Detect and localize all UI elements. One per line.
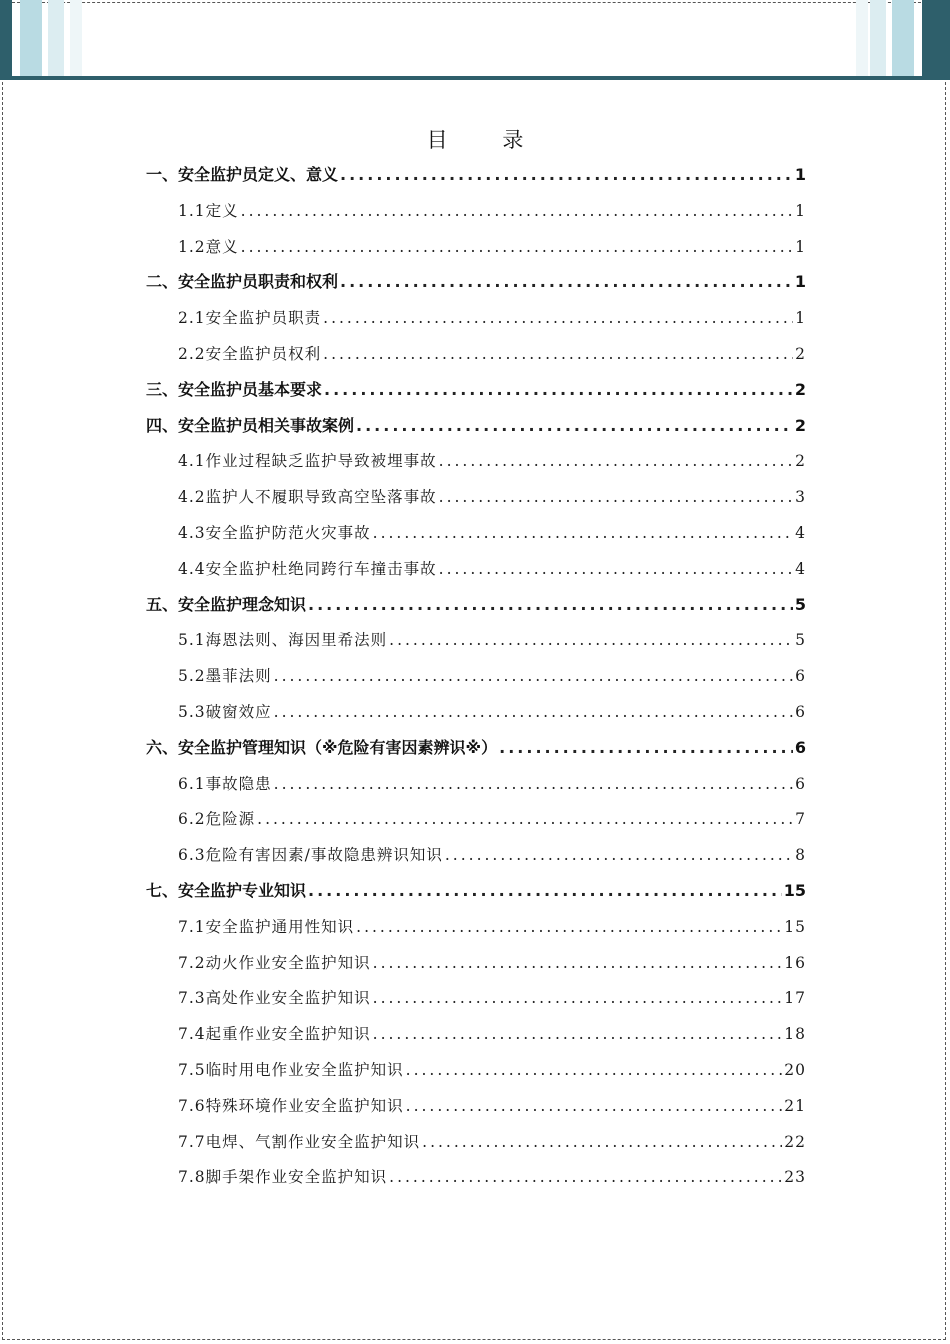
- toc-entry-label: 6.3危险有害因素/事故隐患辨识知识: [178, 846, 443, 865]
- toc-dot-leader: [241, 232, 793, 262]
- toc-section-entry[interactable]: [178, 1055, 806, 1085]
- toc-dot-leader: [439, 554, 793, 584]
- toc-entry-label: 6.2危险源: [178, 810, 256, 829]
- toc-page-number: 3: [795, 488, 806, 507]
- toc-chapter-entry[interactable]: [146, 411, 806, 441]
- toc-section-entry[interactable]: [178, 554, 806, 584]
- toc-page-number: 6: [795, 667, 806, 686]
- toc-entry-label: 5.2墨菲法则: [178, 667, 272, 686]
- toc-dot-leader: [308, 876, 782, 906]
- toc-dot-leader: [439, 482, 793, 512]
- toc-page-number: 5: [794, 594, 806, 614]
- toc-section-entry[interactable]: [178, 303, 806, 333]
- toc-section-entry[interactable]: [178, 196, 806, 226]
- toc-dot-leader: [274, 697, 793, 727]
- toc-dot-leader: [406, 1091, 783, 1121]
- toc-section-entry[interactable]: [178, 1127, 806, 1157]
- toc-page-number: 2: [795, 345, 806, 363]
- toc-entry-label: 7.5临时用电作业安全监护知识: [178, 1061, 404, 1079]
- toc-chapter-entry[interactable]: [146, 590, 806, 620]
- toc-section-entry[interactable]: [178, 1162, 806, 1192]
- toc-entry-label: 4.1作业过程缺乏监护导致被埋事故: [178, 452, 437, 471]
- toc-entry-label: 四、安全监护员相关事故案例: [146, 415, 355, 435]
- toc-section-entry[interactable]: [178, 840, 806, 870]
- toc-entry-label: 7.3高处作业安全监护知识: [178, 989, 371, 1008]
- toc-page-number: 6: [794, 737, 806, 757]
- toc-section-entry[interactable]: [178, 697, 806, 727]
- toc-section-entry[interactable]: [178, 948, 806, 978]
- header-stripe: [870, 0, 886, 76]
- toc-page-number: 8: [795, 846, 806, 865]
- toc-page-number: 4: [795, 559, 806, 578]
- toc-entry-label: 7.7电焊、气割作业安全监护知识: [178, 1132, 421, 1151]
- toc-entry-label: 4.4安全监护杜绝同跨行车撞击事故: [178, 559, 437, 578]
- toc-dot-leader: [373, 948, 783, 978]
- toc-entry-label: 5.1海恩法则、海因里希法则: [178, 631, 388, 650]
- header-stripe: [48, 0, 64, 76]
- toc-section-entry[interactable]: [178, 446, 806, 476]
- toc-page-number: 1: [795, 309, 806, 328]
- header-stripe: [70, 0, 82, 76]
- toc-dot-leader: [241, 196, 793, 226]
- toc-entry-label: 七、安全监护专业知识: [146, 881, 307, 900]
- toc-entry-label: 二、安全监护员职责和权利: [146, 272, 339, 292]
- toc-entry-label: 1.2意义: [178, 237, 239, 256]
- toc-chapter-entry[interactable]: [146, 375, 806, 405]
- toc-page-number: 1: [795, 201, 806, 220]
- toc-entry-label: 7.4起重作业安全监护知识: [178, 1025, 371, 1044]
- toc-dot-leader: [274, 661, 793, 691]
- toc-entry-label: 六、安全监护管理知识（※危险有害因素辨识※）: [146, 737, 498, 757]
- toc-page-number: 1: [794, 165, 806, 184]
- toc-entry-label: 7.6特殊环境作业安全监护知识: [178, 1096, 404, 1115]
- toc-entry-label: 6.1事故隐患: [178, 774, 272, 793]
- toc-chapter-entry[interactable]: [146, 160, 806, 190]
- toc-dot-leader: [308, 590, 793, 620]
- toc-page-number: 4: [795, 524, 806, 542]
- page-header-band: [0, 0, 950, 80]
- header-stripe: [892, 0, 914, 76]
- toc-dot-leader: [323, 339, 793, 369]
- toc-entry-label: 2.1安全监护员职责: [178, 309, 322, 328]
- toc-dot-leader: [356, 912, 782, 942]
- toc-title: 目 录: [426, 128, 548, 152]
- toc-page-number: 22: [784, 1132, 806, 1151]
- toc-page-number: 1: [795, 237, 806, 256]
- toc-section-entry[interactable]: [178, 232, 806, 262]
- toc-page-number: 2: [794, 415, 806, 435]
- toc-section-entry[interactable]: [178, 1091, 806, 1121]
- toc-dot-leader: [439, 446, 793, 476]
- toc-page-number: 6: [795, 774, 806, 793]
- toc-page-number: 6: [795, 703, 806, 721]
- toc-chapter-entry[interactable]: [146, 267, 806, 297]
- toc-entry-label: 一、安全监护员定义、意义: [146, 165, 339, 184]
- toc-entry-label: 2.2安全监护员权利: [178, 345, 322, 363]
- toc-page-number: 5: [795, 631, 806, 650]
- toc-dot-leader: [445, 840, 793, 870]
- toc-dot-leader: [389, 1162, 782, 1192]
- header-rule: [0, 76, 950, 80]
- toc-dot-leader: [274, 769, 793, 799]
- header-stripe: [856, 0, 868, 76]
- toc-entry-label: 7.1安全监护通用性知识: [178, 917, 355, 936]
- toc-chapter-entry[interactable]: [146, 876, 806, 906]
- toc-entry-label: 4.2监护人不履职导致高空坠落事故: [178, 488, 437, 507]
- toc-dot-leader: [257, 804, 793, 834]
- toc-page-number: 7: [795, 810, 806, 829]
- toc-entry-label: 7.8脚手架作业安全监护知识: [178, 1168, 388, 1187]
- toc-page-number: 15: [784, 917, 806, 936]
- header-stripe: [922, 0, 950, 76]
- toc-entry-label: 三、安全监护员基本要求: [146, 379, 323, 399]
- toc-dot-leader: [373, 983, 783, 1013]
- toc-entry-label: 1.1定义: [178, 201, 239, 220]
- toc-dot-leader: [389, 625, 793, 655]
- toc-section-entry[interactable]: [178, 983, 806, 1013]
- toc-page-number: 1: [794, 272, 806, 292]
- toc-page-number: 18: [784, 1025, 806, 1044]
- toc-dot-leader: [324, 375, 793, 405]
- toc-dot-leader: [422, 1127, 782, 1157]
- toc-page-number: 15: [783, 881, 806, 900]
- toc-page-number: 16: [784, 953, 806, 972]
- toc-page-number: 23: [784, 1168, 806, 1187]
- toc-page-number: 2: [794, 379, 806, 399]
- toc-entry-label: 五、安全监护理念知识: [146, 594, 307, 614]
- toc-dot-leader: [340, 160, 793, 190]
- toc-dot-leader: [499, 733, 793, 763]
- header-stripe: [20, 0, 42, 76]
- toc-entry-label: 7.2动火作业安全监护知识: [178, 953, 371, 972]
- toc-dot-leader: [323, 303, 793, 333]
- toc-section-entry[interactable]: [178, 1019, 806, 1049]
- toc-page-number: 17: [784, 989, 806, 1008]
- toc-dot-leader: [373, 518, 793, 548]
- header-stripe: [0, 0, 12, 76]
- toc-section-entry[interactable]: [178, 661, 806, 691]
- toc-page-number: 2: [795, 452, 806, 471]
- toc-entry-label: 5.3破窗效应: [178, 703, 272, 721]
- toc-dot-leader: [356, 411, 793, 441]
- toc-section-entry[interactable]: [178, 912, 806, 942]
- toc-dot-leader: [340, 267, 793, 297]
- toc-dot-leader: [373, 1019, 783, 1049]
- toc-section-entry[interactable]: [178, 625, 806, 655]
- toc-page-number: 21: [784, 1096, 806, 1115]
- toc-entry-label: 4.3安全监护防范火灾事故: [178, 524, 371, 542]
- toc-section-entry[interactable]: [178, 769, 806, 799]
- toc-page-number: 20: [784, 1061, 806, 1079]
- toc-chapter-entry[interactable]: [146, 733, 806, 763]
- toc-section-entry[interactable]: [178, 518, 806, 548]
- toc-section-entry[interactable]: [178, 339, 806, 369]
- toc-section-entry[interactable]: [178, 804, 806, 834]
- toc-dot-leader: [406, 1055, 783, 1085]
- toc-section-entry[interactable]: [178, 482, 806, 512]
